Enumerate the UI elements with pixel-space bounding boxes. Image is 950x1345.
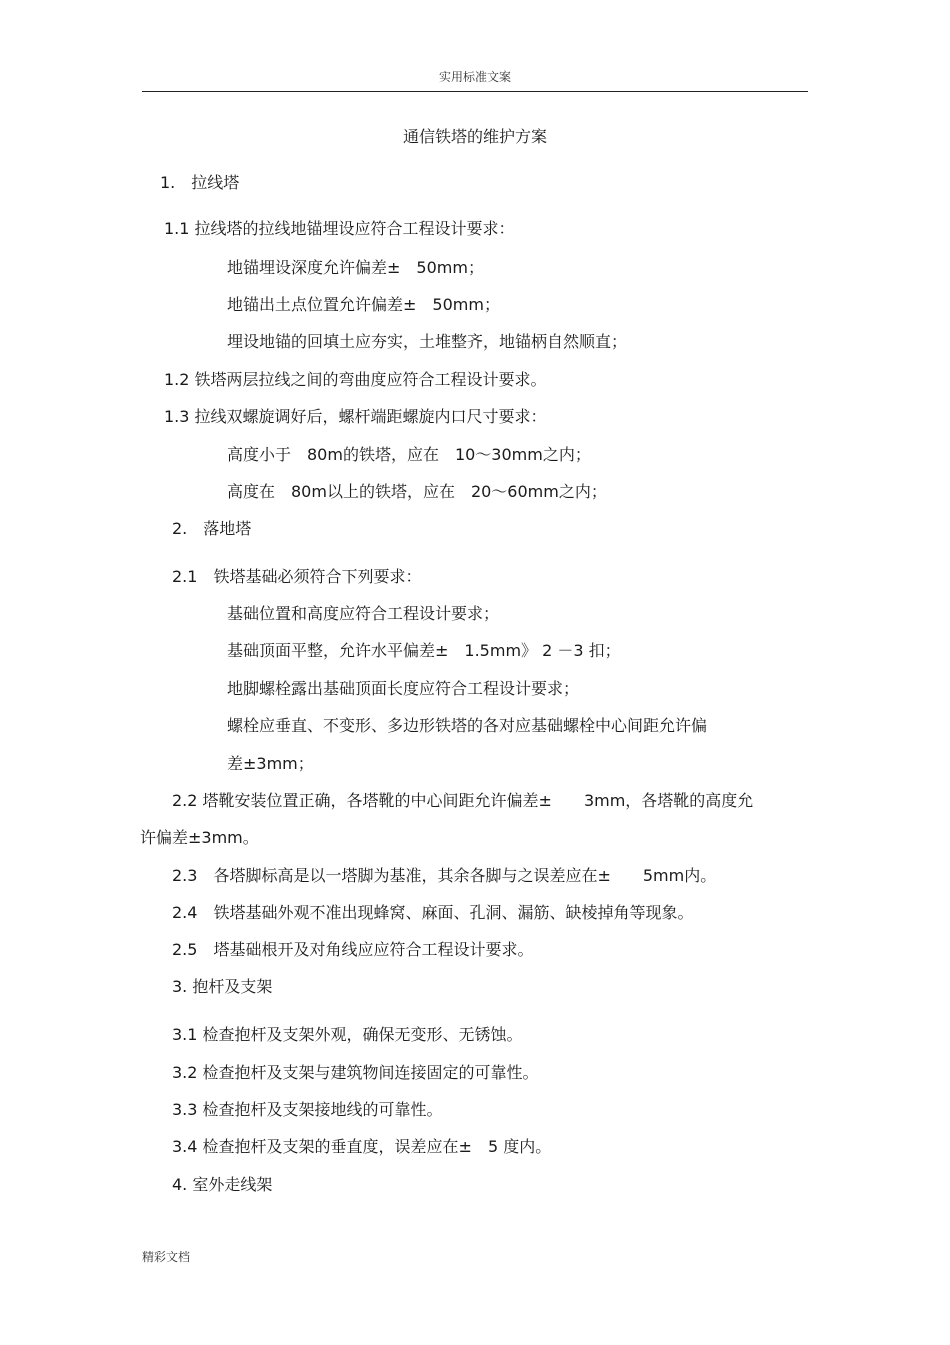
item-3-3: 3.3 检查抱杆及支架接地线的可靠性。 <box>172 1100 443 1119</box>
item-1-3: 1.3 拉线双螺旋调好后，螺杆端距螺旋内口尺寸要求： <box>164 407 547 426</box>
section-3-heading: 3. 抱杆及支架 <box>172 977 273 996</box>
section-2-heading: 2. 落地塔 <box>172 519 252 538</box>
section-1-heading: 1. 拉线塔 <box>160 173 240 192</box>
item-2-5: 2.5 塔基础根开及对角线应应符合工程设计要求。 <box>172 940 534 959</box>
item-2-1-a: 基础位置和高度应符合工程设计要求； <box>227 604 500 623</box>
item-1-1-a: 地锚埋设深度允许偏差± 50mm； <box>227 258 484 277</box>
item-2-1: 2.1 铁塔基础必须符合下列要求： <box>172 567 422 586</box>
item-2-1-d: 螺栓应垂直、不变形、多边形铁塔的各对应基础螺栓中心间距允许偏 <box>227 716 708 735</box>
page-footer-text: 精彩文档 <box>142 1250 191 1264</box>
item-2-2-line-2: 许偏差±3mm。 <box>140 828 259 847</box>
item-1-1: 1.1 拉线塔的拉线地锚埋设应符合工程设计要求： <box>164 219 515 238</box>
section-4-heading: 4. 室外走线架 <box>172 1175 273 1194</box>
page-header-text: 实用标准文案 <box>438 70 511 84</box>
item-3-4: 3.4 检查抱杆及支架的垂直度，误差应在± 5 度内。 <box>172 1137 552 1156</box>
item-2-1-b: 基础顶面平整，允许水平偏差± 1.5mm》 2 －3 扣； <box>227 641 621 660</box>
item-1-3-b: 高度在 80m以上的铁塔，应在 20～60mm之内； <box>227 482 607 501</box>
item-2-4: 2.4 铁塔基础外观不准出现蜂窝、麻面、孔洞、漏筋、缺棱掉角等现象。 <box>172 903 694 922</box>
item-2-1-c: 地脚螺栓露出基础顶面长度应符合工程设计要求； <box>227 679 580 698</box>
item-2-1-e: 差±3mm； <box>227 754 314 773</box>
item-1-2: 1.2 铁塔两层拉线之间的弯曲度应符合工程设计要求。 <box>164 370 547 389</box>
item-1-1-b: 地锚出土点位置允许偏差± 50mm； <box>227 295 500 314</box>
header-divider <box>142 91 808 92</box>
item-2-3: 2.3 各塔脚标高是以一塔脚为基准，其余各脚与之误差应在± 5mm内。 <box>172 866 717 885</box>
item-1-3-a: 高度小于 80m的铁塔，应在 10～30mm之内； <box>227 445 591 464</box>
item-3-1: 3.1 检查抱杆及支架外观，确保无变形、无锈蚀。 <box>172 1025 523 1044</box>
item-1-1-c: 埋设地锚的回填土应夯实，土堆整齐，地锚柄自然顺直； <box>227 332 628 351</box>
item-3-2: 3.2 检查抱杆及支架与建筑物间连接固定的可靠性。 <box>172 1063 539 1082</box>
item-2-2-line-1: 2.2 塔靴安装位置正确，各塔靴的中心间距允许偏差± 3mm，各塔靴的高度允 <box>172 791 754 810</box>
document-title: 通信铁塔的维护方案 <box>402 127 547 146</box>
